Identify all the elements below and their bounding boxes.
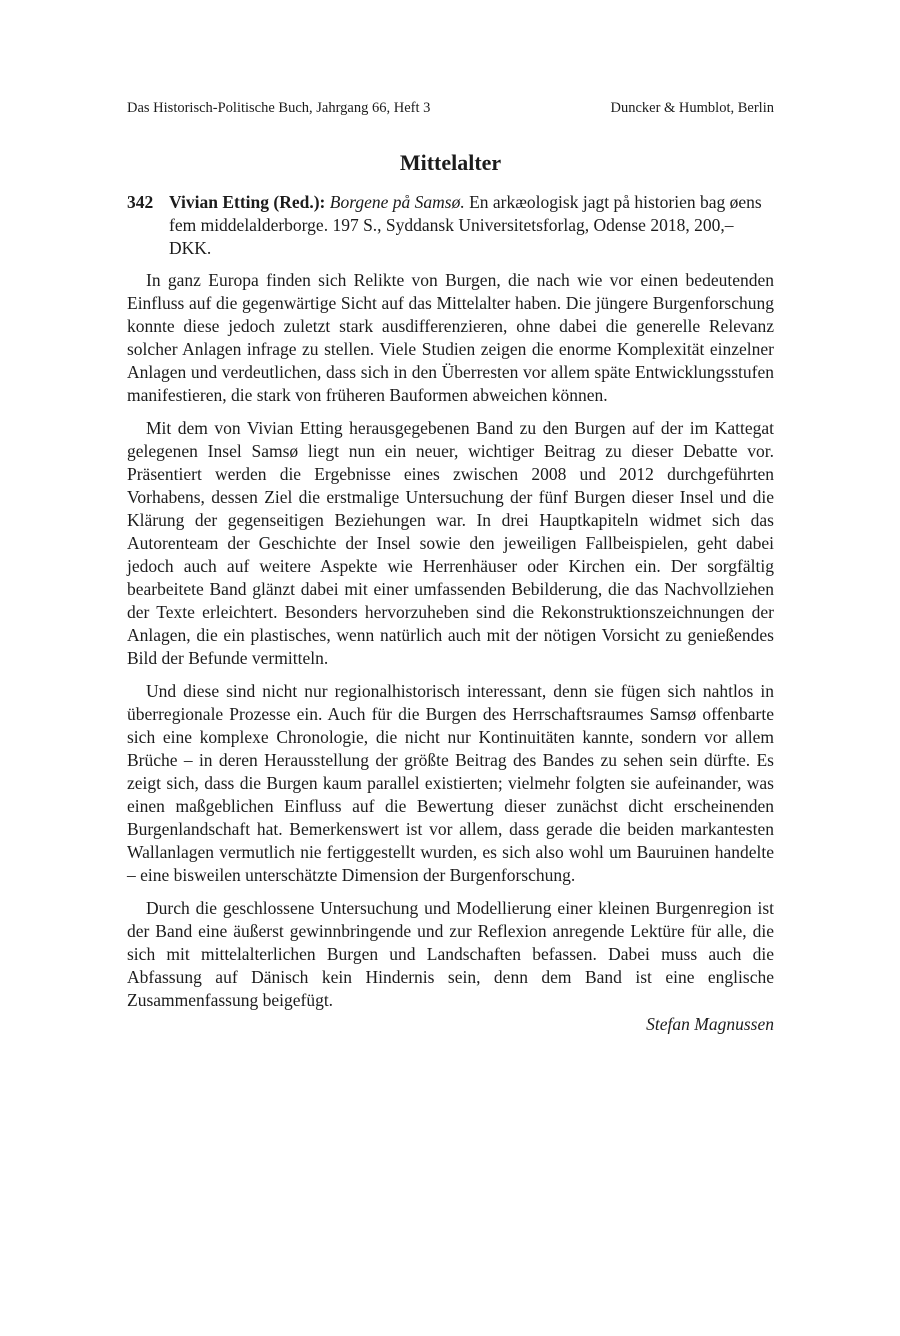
paragraph: Durch die geschlossene Untersuchung und Modellierung einer kleinen Burgenregion ist der Band eine äußerst gewinnbringende und zur Reflexion anregende Lektüre für alle, die sich mit mittelalterlichen Burgen und Landschaften befassen. Dabei muss auch die Abfassung auf Dänisch kein Hindernis sein, denn dem Band ist eine englische Zusammenfassung beigefügt. (127, 898, 774, 1010)
document-page (127, 98, 774, 1036)
review-body (127, 269, 774, 1012)
entry-author: Vivian Etting (Red.): (169, 192, 326, 212)
entry-number: 342 (127, 192, 154, 212)
paragraph: In ganz Europa finden sich Relikte von Burgen, die nach wie vor einen bedeutenden Einfluss auf die gegenwärtige Sicht auf das Mittelalter haben. Die jüngere Burgenforschung konnte diese jedoch zuletzt stark ausdifferenzieren, ohne dabei die generelle Relevanz solcher Anlagen infrage zu stellen. Viele Studien zeigen die enorme Komplexität einzelner Anlagen und verdeutlichen, dass sich in den Überresten vor allem späte Entwicklungsstufen manifestieren, die stark von früheren Bauformen abweichen können. (127, 270, 774, 405)
running-header (127, 98, 774, 118)
paragraph: Mit dem von Vivian Etting herausgegebenen Band zu den Burgen auf der im Kattegat gelegenen Insel Samsø liegt nun ein neuer, wichtiger Beitrag zu dieser Debatte vor. Präsentiert werden die Ergebnisse eines zwischen 2008 und 2012 durchgeführten Vorhabens, dessen Ziel die erstmalige Untersuchung der fünf Burgen dieser Insel und die Klärung der gegenseitigen Beziehungen war. In drei Hauptkapiteln widmet sich das Autorenteam der Geschichte der Insel sowie den jeweiligen Fallbeispielen, geht dabei jedoch auch auf weitere Aspekte wie Herrenhäuser oder Kirchen ein. Der sorgfältig bearbeitete Band glänzt dabei mit einer umfassenden Bebilderung, die das Nachvollziehen der Texte erleichtert. Besonders hervorzuheben sind die Rekonstruktionszeichnungen der Anlagen, die ein plastisches, wenn natürlich auch mit der nötigen Vorsicht zu genießendes Bild der Befunde vermitteln. (127, 418, 774, 668)
review-entry (127, 191, 774, 260)
header-journal: Das Historisch-Politische Buch, Jahrgang 66, Heft 3 (127, 100, 431, 116)
reviewer-signature: Stefan Magnussen (646, 1014, 774, 1034)
entry-details: En arkæologisk jagt på historien bag øens fem middelalderborge. 197 S., Syddansk Universitetsforlag, Odense 2018, 200,– DKK. (169, 192, 762, 258)
entry-book-title: Borgene på Samsø. (329, 192, 465, 212)
header-publisher: Duncker & Humblot, Berlin (610, 100, 774, 116)
paragraph: Und diese sind nicht nur regionalhistorisch interessant, denn sie fügen sich nahtlos in überregionale Prozesse ein. Auch für die Burgen des Herrschaftsraumes Samsø offenbarte sich eine komplexe Chronologie, die nicht nur Kontinuitäten kannte, sondern vor allem Brüche – in deren Herausstellung der größte Beitrag des Bandes zu sehen sein dürfte. Es zeigt sich, dass die Burgen kaum parallel existierten; vielmehr folgten sie aufeinander, was einen maßgeblichen Einfluss auf die Bewertung dieser zunächst dicht erscheinenden Burgenlandschaft hat. Bemerkenswert ist vor allem, dass gerade die beiden markantesten Wallanlagen vermutlich nie fertiggestellt wurden, es sich also wohl um Bauruinen handelte – eine bisweilen unterschätzte Dimension der Burgenforschung. (127, 681, 774, 885)
section-title: Mittelalter (399, 150, 502, 175)
